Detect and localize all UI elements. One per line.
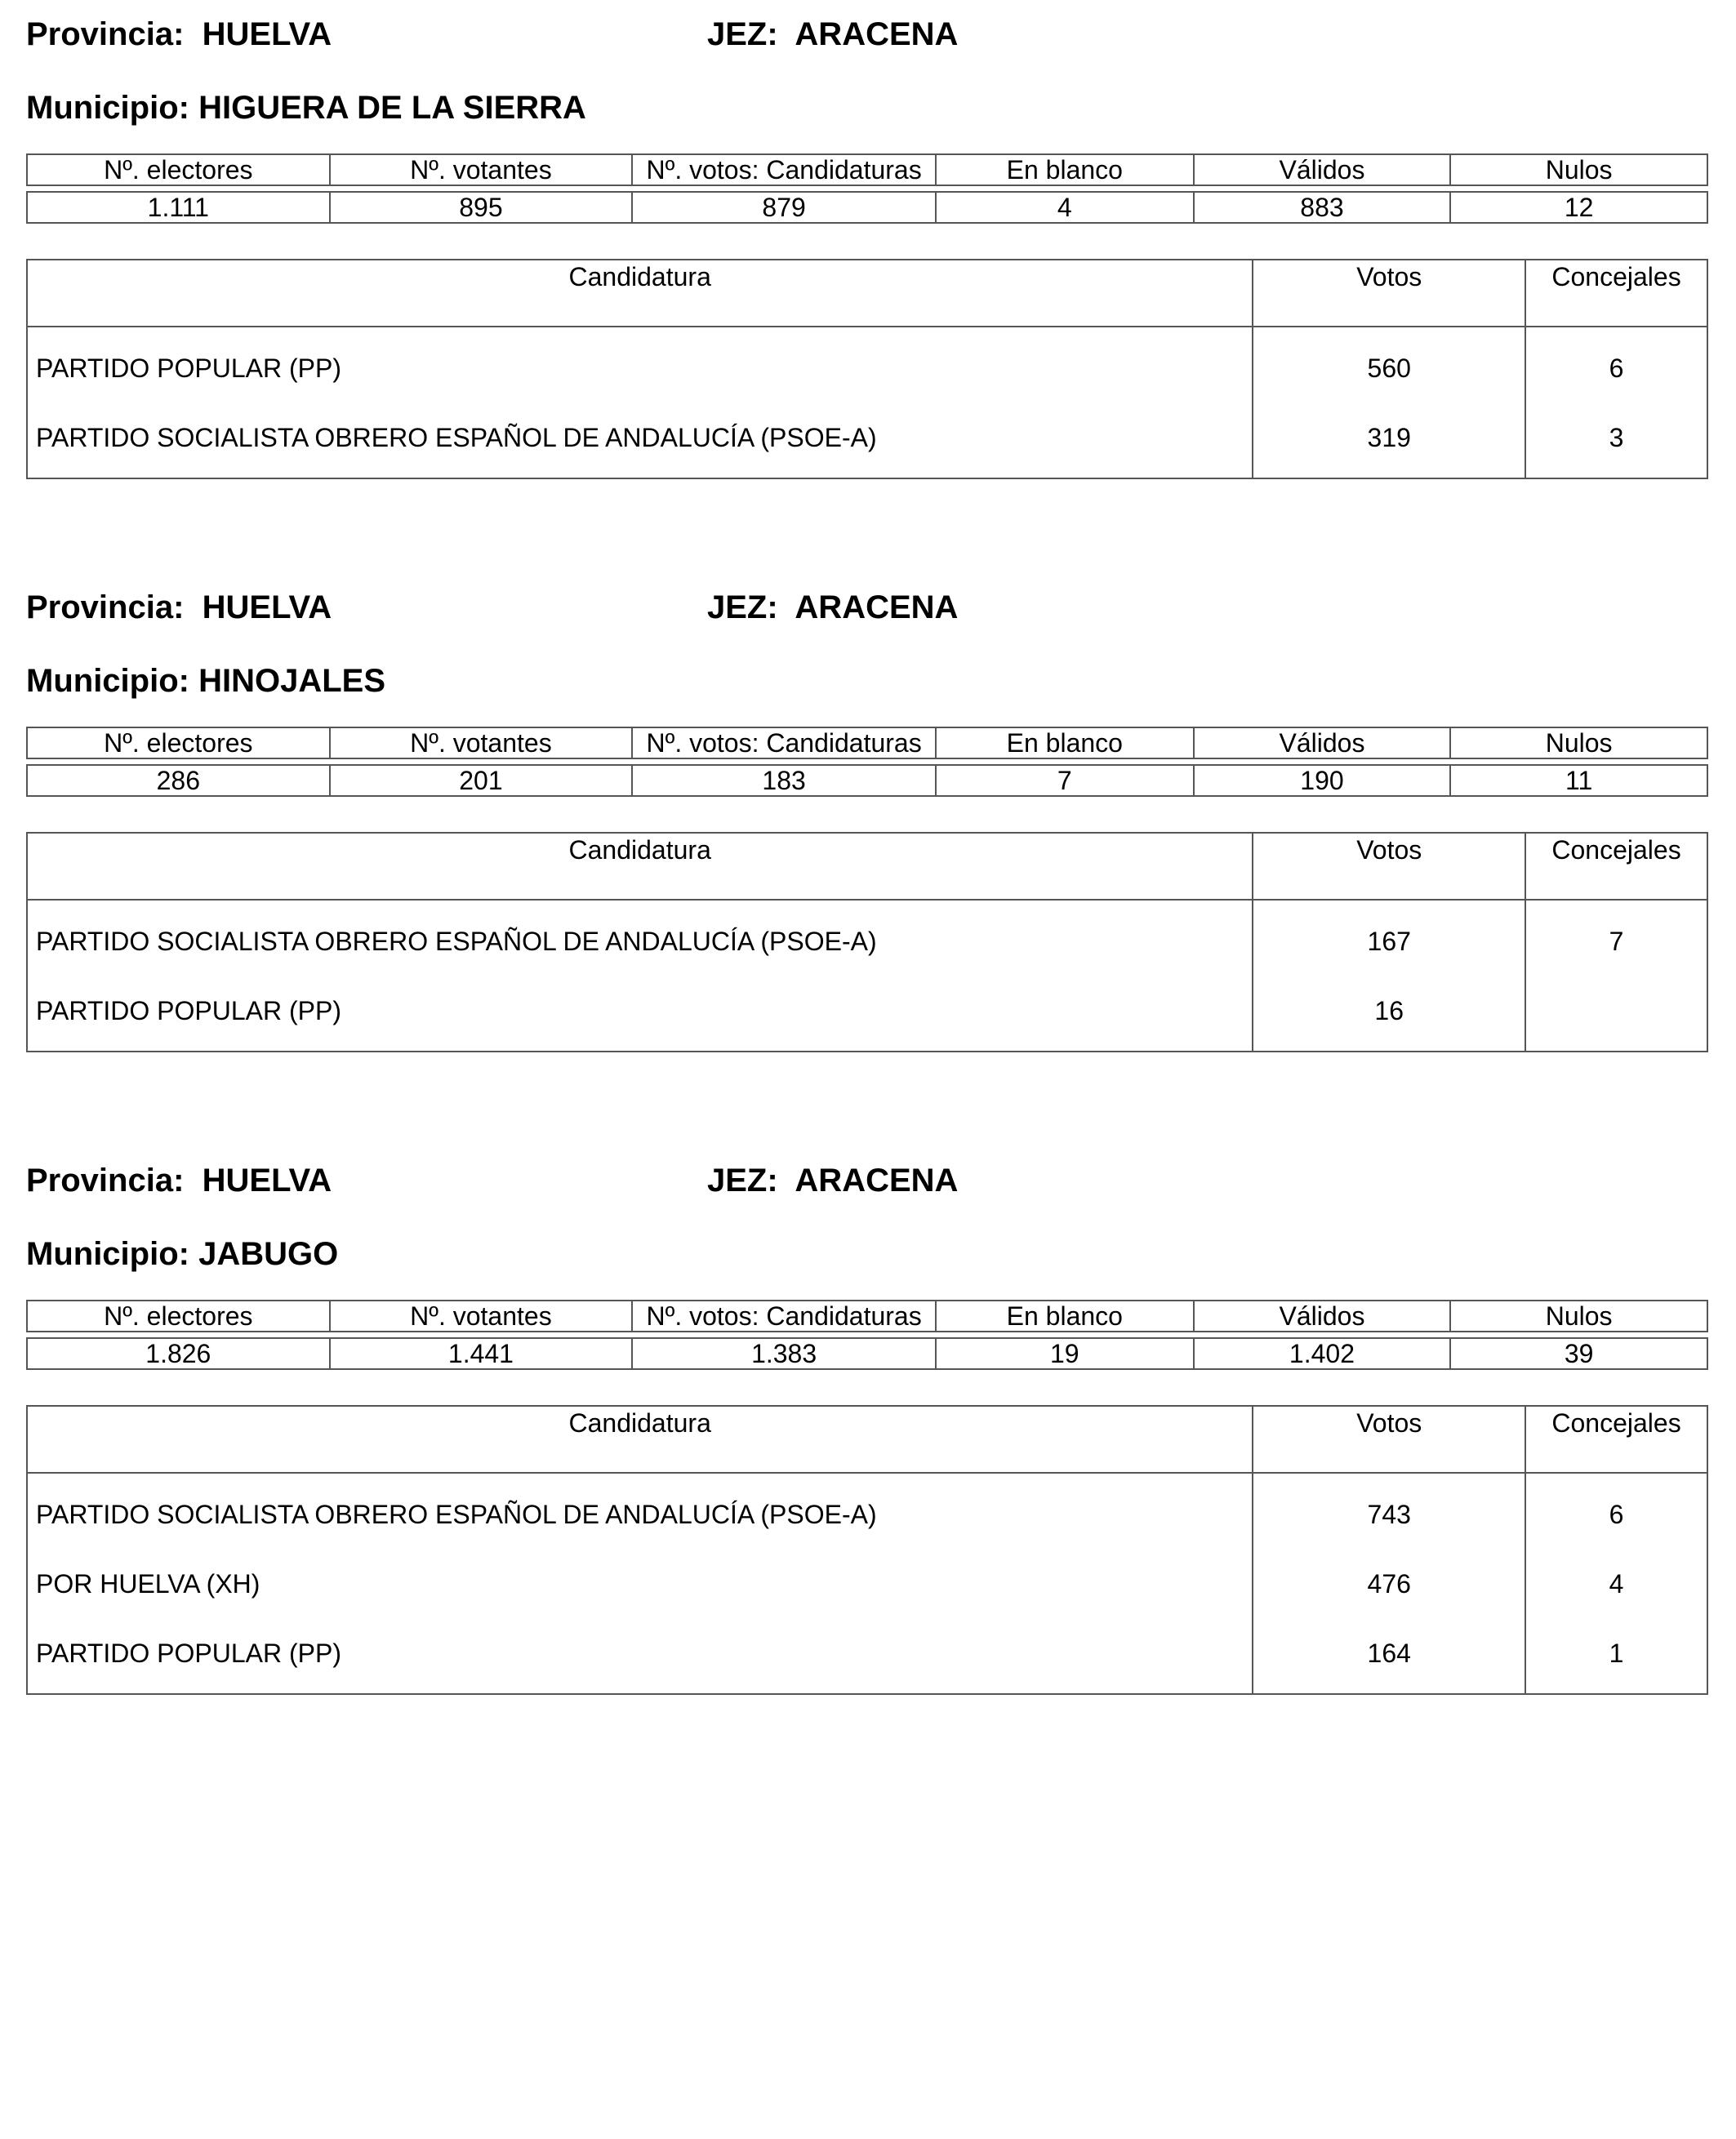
- table-row: [27, 900, 1707, 976]
- stats-value-row: [27, 765, 1707, 796]
- header-line: [26, 1163, 1708, 1212]
- party-votos: 319: [1253, 403, 1525, 478]
- cand-header-votos: Votos: [1253, 833, 1525, 900]
- stats-value-cell: 7: [936, 765, 1194, 796]
- party-name: PARTIDO SOCIALISTA OBRERO ESPAÑOL DE ANDALUCÍA (PSOE-A): [27, 403, 1253, 478]
- jez-label: JEZ: ARACENA: [707, 1163, 959, 1198]
- header-line: [26, 589, 1708, 638]
- candidaturas-table: [26, 832, 1708, 1052]
- stats-header-cell: Nulos: [1450, 1301, 1707, 1332]
- cand-header-concejales: Concejales: [1525, 260, 1707, 327]
- stats-header-cell: Nº. votos: Candidaturas: [632, 154, 936, 185]
- municipio-title: Municipio: HINOJALES: [26, 663, 385, 699]
- party-name: POR HUELVA (XH): [27, 1550, 1253, 1619]
- cand-header-candidatura: Candidatura: [27, 833, 1253, 900]
- stats-value-cell: 19: [936, 1338, 1194, 1369]
- cand-header-row: [27, 260, 1707, 327]
- stats-value-cell: 1.826: [27, 1338, 330, 1369]
- party-concejales: 3: [1525, 403, 1707, 478]
- cand-header-row: [27, 833, 1707, 900]
- cand-header-votos: Votos: [1253, 260, 1525, 327]
- party-concejales: 7: [1525, 900, 1707, 976]
- party-votos: 164: [1253, 1619, 1525, 1694]
- stats-value-cell: 1.402: [1194, 1338, 1451, 1369]
- stats-header-cell: Válidos: [1194, 154, 1451, 185]
- stats-header-cell: Nº. electores: [27, 1301, 330, 1332]
- party-concejales: 1: [1525, 1619, 1707, 1694]
- stats-header-cell: Nº. votantes: [330, 154, 633, 185]
- cand-header-candidatura: Candidatura: [27, 260, 1253, 327]
- stats-value-cell: 286: [27, 765, 330, 796]
- stats-value-cell: 895: [330, 192, 633, 223]
- stats-header-cell: Nº. votos: Candidaturas: [632, 727, 936, 758]
- stats-header-cell: Nº. votantes: [330, 727, 633, 758]
- stats-value-row: [27, 192, 1707, 223]
- jez-label: JEZ: ARACENA: [707, 16, 959, 52]
- stats-header-cell: En blanco: [936, 1301, 1194, 1332]
- stats-header-cell: Nº. votos: Candidaturas: [632, 1301, 936, 1332]
- stats-header-row: [27, 727, 1707, 758]
- stats-value-cell: 1.383: [632, 1338, 936, 1369]
- stats-value-cell: 12: [1450, 192, 1707, 223]
- party-concejales: 6: [1525, 327, 1707, 403]
- table-row: [27, 1550, 1707, 1619]
- stats-header-cell: Válidos: [1194, 727, 1451, 758]
- cand-header-candidatura: Candidatura: [27, 1406, 1253, 1473]
- jez-label: JEZ: ARACENA: [707, 589, 959, 625]
- provincia-label: Provincia: HUELVA: [26, 16, 332, 52]
- table-row: [27, 327, 1707, 403]
- stats-header-row: [27, 1301, 1707, 1332]
- municipality-section: [26, 589, 1708, 1063]
- stats-value-cell: 201: [330, 765, 633, 796]
- cand-header-concejales: Concejales: [1525, 833, 1707, 900]
- table-row: [27, 1473, 1707, 1550]
- cand-header-concejales: Concejales: [1525, 1406, 1707, 1473]
- stats-header-cell: Nulos: [1450, 727, 1707, 758]
- stats-value-cell: 1.441: [330, 1338, 633, 1369]
- stats-value-cell: 11: [1450, 765, 1707, 796]
- stats-value-cell: 883: [1194, 192, 1451, 223]
- stats-value-row: [27, 1338, 1707, 1369]
- party-name: PARTIDO SOCIALISTA OBRERO ESPAÑOL DE ANDALUCÍA (PSOE-A): [27, 1473, 1253, 1550]
- cand-header-row: [27, 1406, 1707, 1473]
- party-concejales: [1525, 976, 1707, 1052]
- table-row: [27, 1619, 1707, 1694]
- stats-table: [26, 1300, 1708, 1370]
- stats-table: [26, 153, 1708, 224]
- party-votos: 476: [1253, 1550, 1525, 1619]
- party-votos: 743: [1253, 1473, 1525, 1550]
- provincia-label: Provincia: HUELVA: [26, 1163, 332, 1198]
- municipality-section: [26, 1163, 1708, 1718]
- stats-value-cell: 879: [632, 192, 936, 223]
- party-concejales: 6: [1525, 1473, 1707, 1550]
- table-row: [27, 403, 1707, 478]
- header-line: [26, 16, 1708, 65]
- party-votos: 16: [1253, 976, 1525, 1052]
- party-name: PARTIDO POPULAR (PP): [27, 976, 1253, 1052]
- stats-header-cell: Nº. electores: [27, 154, 330, 185]
- stats-header-cell: Válidos: [1194, 1301, 1451, 1332]
- party-name: PARTIDO SOCIALISTA OBRERO ESPAÑOL DE ANDALUCÍA (PSOE-A): [27, 900, 1253, 976]
- party-concejales: 4: [1525, 1550, 1707, 1619]
- stats-header-cell: En blanco: [936, 154, 1194, 185]
- stats-value-cell: 39: [1450, 1338, 1707, 1369]
- municipality-section: [26, 16, 1708, 490]
- candidaturas-table: [26, 1405, 1708, 1695]
- stats-header-cell: Nº. electores: [27, 727, 330, 758]
- stats-header-cell: En blanco: [936, 727, 1194, 758]
- municipio-title: Municipio: JABUGO: [26, 1236, 339, 1272]
- party-name: PARTIDO POPULAR (PP): [27, 1619, 1253, 1694]
- party-votos: 560: [1253, 327, 1525, 403]
- stats-header-cell: Nº. votantes: [330, 1301, 633, 1332]
- stats-header-cell: Nulos: [1450, 154, 1707, 185]
- candidaturas-table: [26, 259, 1708, 479]
- municipio-title: Municipio: HIGUERA DE LA SIERRA: [26, 90, 586, 126]
- party-votos: 167: [1253, 900, 1525, 976]
- stats-table: [26, 727, 1708, 797]
- stats-header-row: [27, 154, 1707, 185]
- stats-value-cell: 4: [936, 192, 1194, 223]
- provincia-label: Provincia: HUELVA: [26, 589, 332, 625]
- stats-value-cell: 190: [1194, 765, 1451, 796]
- stats-value-cell: 183: [632, 765, 936, 796]
- stats-value-cell: 1.111: [27, 192, 330, 223]
- cand-header-votos: Votos: [1253, 1406, 1525, 1473]
- party-name: PARTIDO POPULAR (PP): [27, 327, 1253, 403]
- table-row: [27, 976, 1707, 1052]
